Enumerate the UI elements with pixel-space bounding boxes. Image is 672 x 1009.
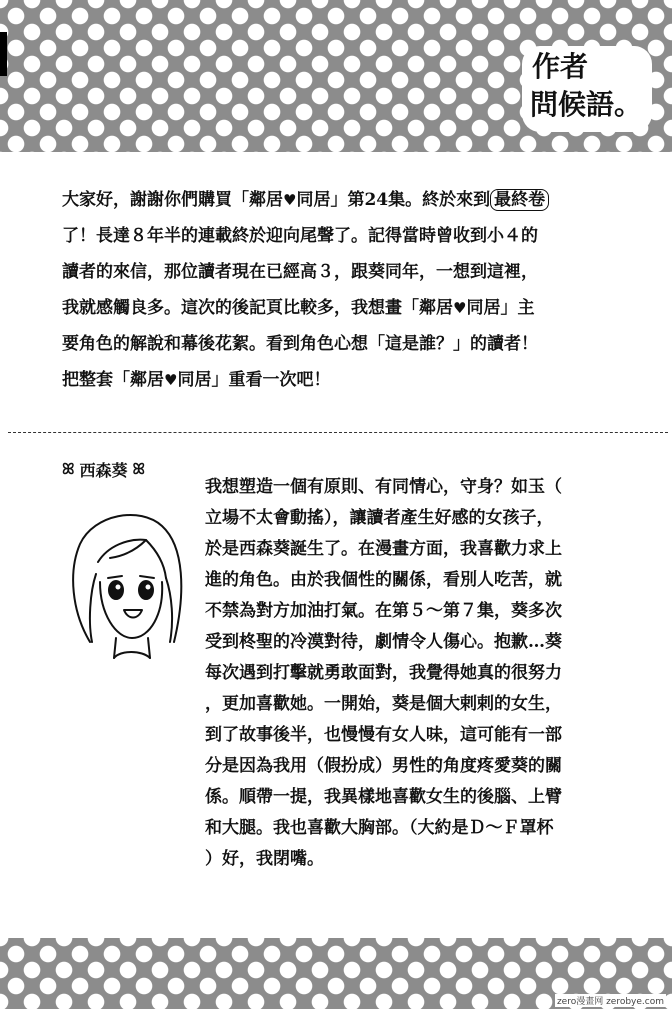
character-name: 西森葵 bbox=[79, 460, 128, 480]
description-line: 不禁為對方加油打氣。在第５～第７集，葵多次 bbox=[205, 601, 562, 621]
heart-icon: ♥ bbox=[164, 371, 178, 389]
watermark-text: zero漫畫网 zerobye.com bbox=[555, 994, 666, 1007]
girl-portrait-icon bbox=[50, 492, 200, 662]
intro-line-5: 要角色的解說和幕後花絮。看到角色心想「這是誰？」的讀者！ bbox=[62, 334, 538, 354]
description-line: 每次遇到打擊就勇敢面對，我覺得她真的很努力 bbox=[205, 663, 562, 683]
description-line: ）好，我閉嘴。 bbox=[205, 849, 324, 869]
final-volume-highlight: 最終卷 bbox=[490, 189, 549, 211]
intro-line-4: 我就感觸良多。這次的後記頁比較多，我想畫「鄰居♥同居」主 bbox=[62, 298, 535, 318]
intro-paragraph bbox=[62, 182, 642, 398]
description-line: 受到柊聖的冷漠對待，劇情令人傷心。抱歉…葵 bbox=[205, 632, 562, 652]
description-line: 分是因為我用（假扮成）男性的角度疼愛葵的關 bbox=[205, 756, 562, 776]
intro-line-2: 了！長達８年半的連載終於迎向尾聲了。記得當時曾收到小４的 bbox=[62, 226, 538, 246]
corner-mark bbox=[0, 32, 7, 76]
heading-title-line-2: 問候語。 bbox=[530, 88, 643, 121]
description-line: ，更加喜歡她。一開始，葵是個大剌剌的女生， bbox=[205, 694, 562, 714]
heart-icon: ♥ bbox=[283, 191, 297, 209]
description-line: 立場不太會動搖），讓讀者產生好感的女孩子， bbox=[205, 508, 554, 528]
intro-line-1: 大家好，謝謝你們購買「鄰居♥同居」第24集。終於來到 最終卷 bbox=[62, 182, 642, 218]
description-line: 進的角色。由於我個性的關係，看別人吃苦，就 bbox=[205, 570, 562, 590]
section-divider bbox=[8, 432, 668, 433]
description-line: 係。順帶一提，我異樣地喜歡女生的後腦、上臂 bbox=[205, 787, 562, 807]
description-line: 我想塑造一個有原則、有同情心，守身？如玉（ bbox=[205, 477, 562, 497]
description-line: 於是西森葵誕生了。在漫畫方面，我喜歡力求上 bbox=[205, 539, 562, 559]
intro-line-3: 讀者的來信，那位讀者現在已經高３，跟葵同年，一想到這裡， bbox=[62, 262, 538, 282]
ribbon-icon: ꕤ bbox=[132, 460, 145, 478]
heading-title-line-1: 作者 bbox=[532, 50, 589, 83]
description-line: 到了故事後半，也慢慢有女人味，這可能有一部 bbox=[205, 725, 562, 745]
character-name-label bbox=[62, 456, 145, 482]
description-line: 和大腿。我也喜歡大胸部。（大約是Ｄ～Ｆ罩杯 bbox=[205, 818, 554, 838]
ribbon-icon: ꕤ bbox=[62, 460, 75, 478]
heart-icon: ♥ bbox=[453, 299, 467, 317]
intro-line-6: 把整套「鄰居♥同居」重看一次吧！ bbox=[62, 370, 331, 390]
character-description bbox=[205, 472, 645, 875]
